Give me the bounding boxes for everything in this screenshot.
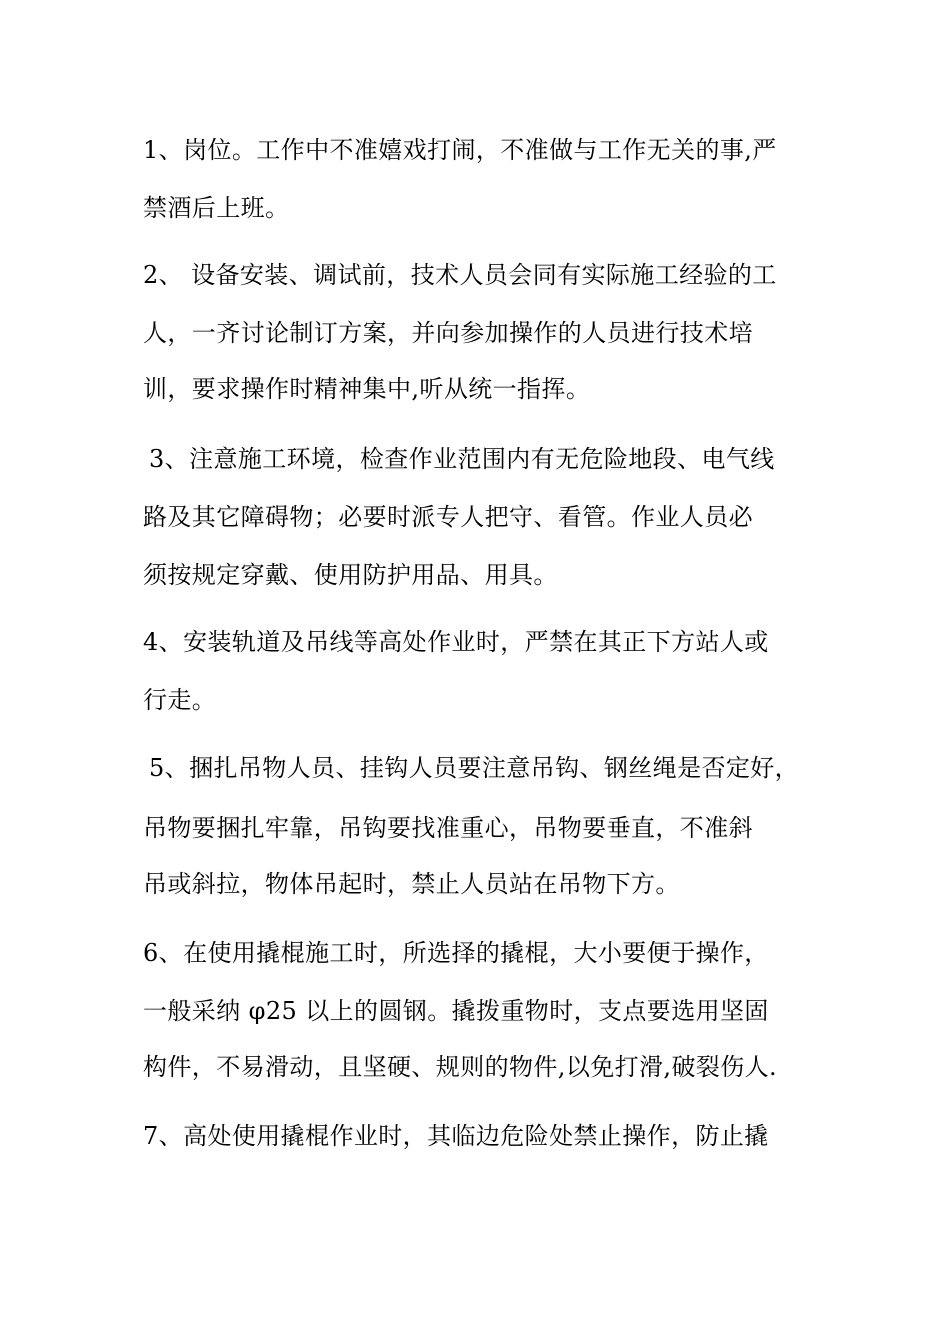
paragraph-1-line-1: 1、岗位。工作中不准嬉戏打闹，不准做与工作无关的事,严: [143, 136, 777, 164]
paragraph-7-line-1: 7、高处使用撬棍作业时，其临边危险处禁止操作，防止撬: [143, 1122, 769, 1150]
paragraph-3-line-3: 须按规定穿戴、使用防护用品、用具。: [143, 561, 558, 589]
paragraph-1-line-2: 禁酒后上班。: [143, 194, 290, 222]
paragraph-2-line-3: 训，要求操作时精神集中,听从统一指挥。: [143, 375, 591, 403]
paragraph-6-line-3: 构件，不易滑动，且坚硬、规则的物件,以免打滑,破裂伤人.: [143, 1053, 778, 1081]
paragraph-4-line-1: 4、安装轨道及吊线等高处作业时，严禁在其正下方站人或: [143, 628, 769, 656]
paragraph-6-line-2: 一般采纳 φ25 以上的圆钢。撬拨重物时，支点要选用坚固: [143, 997, 769, 1025]
paragraph-3-line-1: 3、注意施工环境，检查作业范围内有无危险地段、电气线: [149, 445, 775, 473]
paragraph-5-line-2: 吊物要捆扎牢靠，吊钩要找准重心，吊物要垂直，不准斜: [143, 814, 753, 842]
paragraph-5-line-1: 5、捆扎吊物人员、挂钩人员要注意吊钩、钢丝绳是否定好，: [149, 754, 800, 782]
paragraph-5-line-3: 吊或斜拉，物体吊起时，禁止人员站在吊物下方。: [143, 870, 680, 898]
paragraph-6-line-1: 6、在使用撬棍施工时，所选择的撬棍，大小要便于操作，: [143, 939, 769, 967]
paragraph-2-line-1: 2、 设备安装、调试前，技术人员会同有实际施工经验的工: [143, 261, 777, 289]
paragraph-2-line-2: 人，一齐讨论制订方案，并向参加操作的人员进行技术培: [143, 319, 753, 347]
paragraph-3-line-2: 路及其它障碍物；必要时派专人把守、看管。作业人员必: [143, 503, 753, 531]
paragraph-4-line-2: 行走。: [143, 686, 217, 714]
